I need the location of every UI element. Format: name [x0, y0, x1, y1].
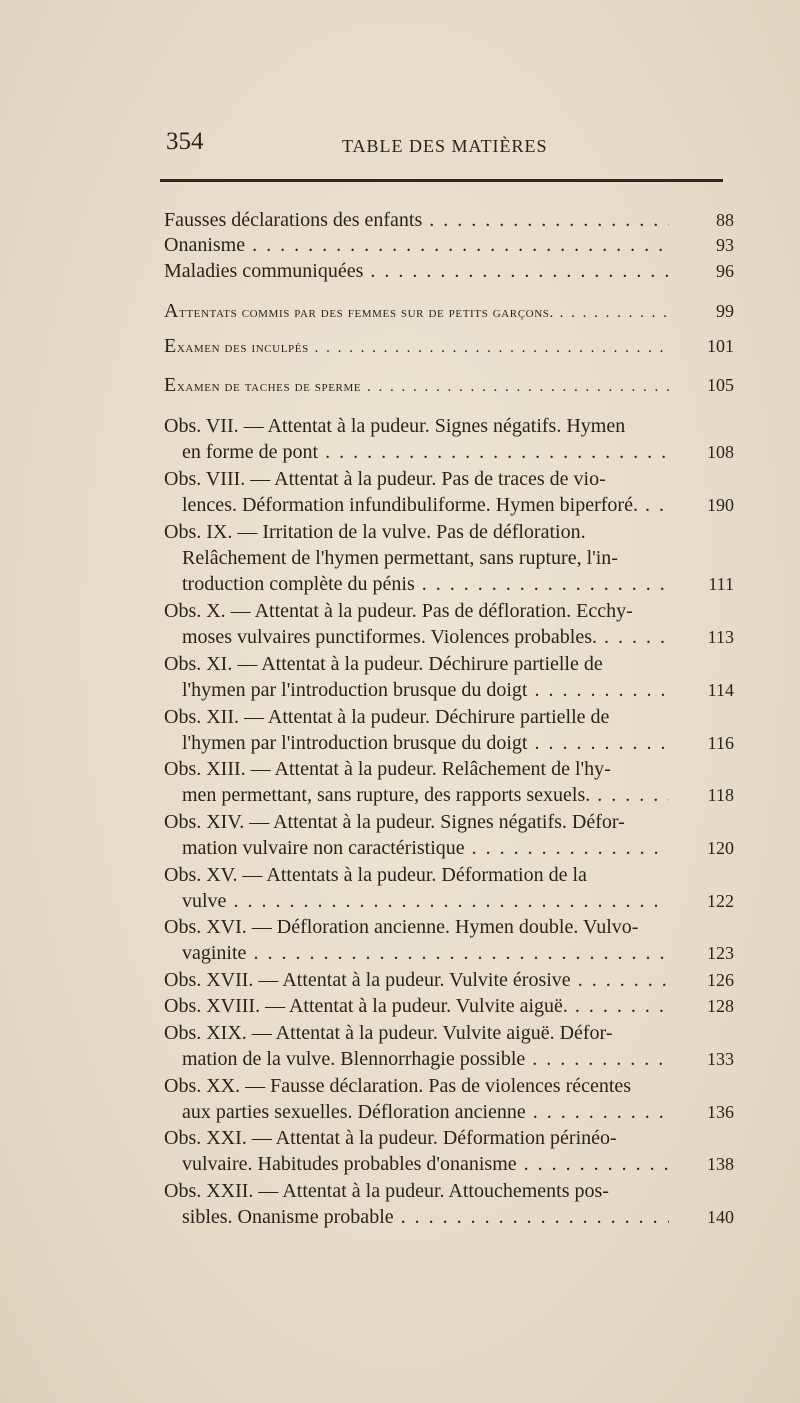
toc-page-number: 120 — [707, 838, 734, 858]
toc-page-number: 136 — [707, 1102, 734, 1122]
toc-entry-continuation: aux parties sexuelles. Défloration ancienne . . . — [182, 1099, 669, 1125]
toc-entry-continuation: l'hymen par l'introduction brusque du doigt . . . — [182, 677, 669, 703]
toc-page-number: 96 — [716, 261, 734, 281]
toc-entry-title: Obs. XI. — Attentat à la pudeur. Déchirure partielle de — [164, 653, 603, 675]
toc-entry-continuation: l'hymen par l'introduction brusque du doigt . . . — [182, 730, 669, 756]
toc-entry-continuation: mation vulvaire non caractéristique . . . — [182, 835, 669, 861]
toc-page-number: 126 — [707, 970, 734, 990]
toc-page-number: 128 — [707, 996, 734, 1016]
toc-entry-continuation: vulvaire. Habitudes probables d'onanisme . . . — [182, 1151, 669, 1177]
toc-entry-continuation: lences. Déformation infundibuliforme. Hymen biperforé. . . . — [182, 492, 669, 518]
toc-entry-title: Examen des inculpés . . . — [164, 333, 669, 359]
toc-entry-title: Obs. X. — Attentat à la pudeur. Pas de défloration. Ecchy- — [164, 600, 633, 622]
toc-entry-title: Obs. XVI. — Défloration ancienne. Hymen double. Vulvo- — [164, 916, 639, 938]
toc-entry-title: Obs. VII. — Attentat à la pudeur. Signes négatifs. Hymen — [164, 415, 626, 437]
toc-entry-title: Obs. VIII. — Attentat à la pudeur. Pas de traces de vio- — [164, 468, 606, 490]
toc-page-number: 88 — [716, 210, 734, 230]
toc-entry-title: Obs. XIV. — Attentat à la pudeur. Signes négatifs. Défor- — [164, 811, 625, 833]
toc-entry-title: Obs. XVII. — Attentat à la pudeur. Vulvite érosive . . . — [164, 967, 669, 993]
toc-entry-continuation: en forme de pont . . . — [182, 439, 669, 465]
toc-entry-title: Obs. XIII. — Attentat à la pudeur. Relâchement de l'hy- — [164, 758, 611, 780]
toc-page-number: 101 — [707, 336, 734, 356]
running-title: TABLE DES MATIÈRES — [342, 136, 548, 156]
toc-page-number: 140 — [707, 1207, 734, 1227]
toc-entry-title: Attentats commis par des femmes sur de petits garçons. . . . — [164, 298, 669, 324]
toc-entry-continuation: men permettant, sans rupture, des rapports sexuels. . . . — [182, 782, 669, 808]
toc-page-number: 116 — [707, 733, 734, 753]
toc-page-number: 99 — [716, 301, 734, 321]
toc-page-number: 105 — [707, 375, 734, 395]
toc-page-number: 118 — [707, 785, 734, 805]
header-rule — [160, 179, 723, 182]
toc-page-number: 93 — [716, 235, 734, 255]
toc-entry-continuation: vaginite . . . — [182, 940, 669, 966]
toc-entry-title: Obs. XXII. — Attentat à la pudeur. Attouchements pos- — [164, 1180, 609, 1202]
toc-entry-continuation: mation de la vulve. Blennorrhagie possible . . . — [182, 1046, 669, 1072]
toc-page-number: 114 — [707, 680, 734, 700]
toc-entry-title: Obs. IX. — Irritation de la vulve. Pas de défloration. — [164, 521, 586, 543]
toc-entry-title: Obs. XXI. — Attentat à la pudeur. Déformation périnéo- — [164, 1127, 617, 1149]
toc-entry-title: Fausses déclarations des enfants . . . — [164, 207, 669, 233]
toc-page-number: 111 — [708, 574, 734, 594]
toc-entry-title: Examen de taches de sperme . . . — [164, 372, 669, 398]
toc-entry-title: Obs. XX. — Fausse déclaration. Pas de violences récentes — [164, 1075, 632, 1097]
toc-page-number: 108 — [707, 442, 734, 462]
toc-entry-title: Obs. XII. — Attentat à la pudeur. Déchirure partielle de — [164, 706, 610, 728]
toc-entry-title: Obs. XVIII. — Attentat à la pudeur. Vulvite aiguë. . . . — [164, 993, 669, 1019]
toc-page-number: 138 — [707, 1154, 734, 1174]
toc-entry-title: Obs. XV. — Attentats à la pudeur. Déformation de la — [164, 864, 587, 886]
toc-page-number: 190 — [707, 495, 734, 515]
toc-entry-title: Maladies communiquées . . . — [164, 258, 669, 284]
toc-entry-continuation: troduction complète du pénis . . . — [182, 571, 669, 597]
toc-entry-continuation: moses vulvaires punctiformes. Violences probables. . . . — [182, 624, 669, 650]
page-header — [166, 128, 724, 168]
toc-page-number: 122 — [707, 891, 734, 911]
page-number: 354 — [166, 128, 204, 155]
toc-page-number: 133 — [707, 1049, 734, 1069]
toc-entry-continuation: Relâchement de l'hymen permettant, sans rupture, l'in- — [182, 547, 618, 569]
toc-page-number: 113 — [707, 627, 734, 647]
toc-entry-continuation: vulve . . . — [182, 888, 669, 914]
toc-entry-title: Onanisme . . . — [164, 232, 669, 258]
toc-entry-continuation: sibles. Onanisme probable . . . — [182, 1204, 669, 1230]
toc-entry-title: Obs. XIX. — Attentat à la pudeur. Vulvite aiguë. Défor- — [164, 1022, 613, 1044]
toc-page-number: 123 — [707, 943, 734, 963]
